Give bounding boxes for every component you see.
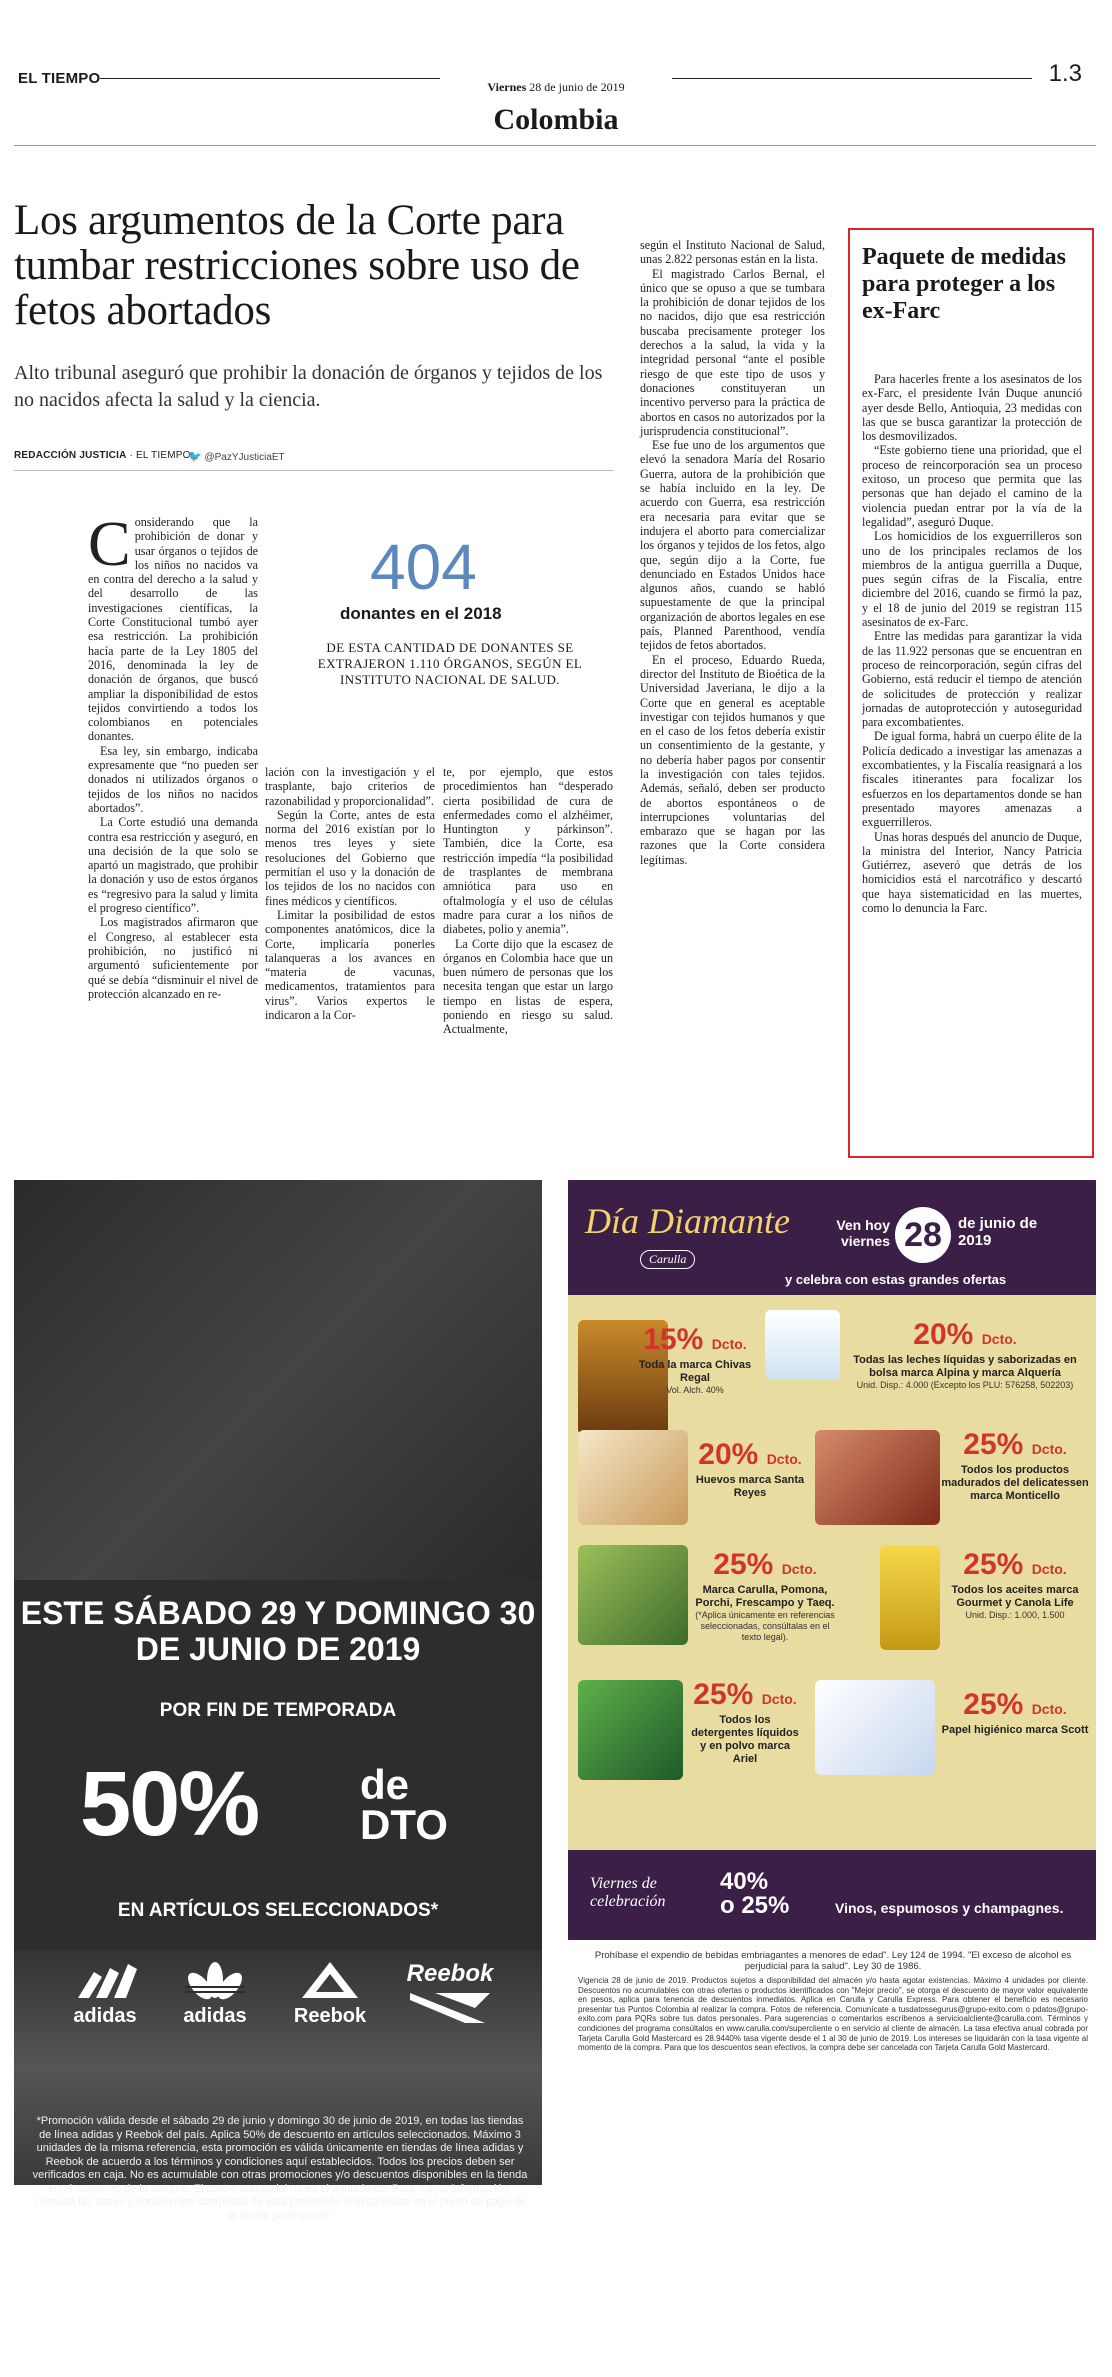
byline-author: REDACCIÓN JUSTICIA <box>14 450 127 461</box>
issue-date-day: Viernes <box>487 80 527 94</box>
product-image-scott <box>815 1680 935 1775</box>
promo-percent-value: 25% <box>963 1688 1024 1721</box>
masthead-rule-left <box>100 78 440 79</box>
article-paragraph: La Corte dijo que la escasez de órganos en Colombia hace que un buen número de personas que los necesita tengan que estar un largo tiempo en listas de espera, poniendo en riesgo su salud. Actualmente, <box>443 936 613 1037</box>
carulla-ad-wine-discount <box>720 1870 789 1918</box>
adidas-performance-logo <box>55 1960 155 2028</box>
sidebar-title: Paquete de medidas para proteger a los ex-Farc <box>862 244 1066 324</box>
article-deck: Alto tribunal aseguró que prohibir la donación de órganos y tejidos de los no nacidos afecta la salud y la ciencia. <box>14 362 603 411</box>
promo-percent-value: 15% <box>643 1323 704 1356</box>
carulla-ad-wine-25: o 25% <box>720 1892 790 1919</box>
promo-huevos <box>690 1440 810 1500</box>
promo-dcto: Dcto. <box>761 1691 797 1707</box>
promo-note: Unid. Disp.: 1.000, 1.500 <box>965 1610 1065 1620</box>
trefoil-icon <box>180 1960 250 2000</box>
promo-percent <box>690 1680 800 1714</box>
byline <box>14 450 191 461</box>
brand-logos <box>40 1960 520 2050</box>
adidas-ad-subtitle: POR FIN DE TEMPORADA <box>159 1700 397 1721</box>
promo-ariel <box>690 1680 800 1766</box>
carulla-ad-legal-head: Prohíbase el expendio de bebidas embriagantes a menores de edad". Ley 124 de 1994. "El exceso de alcohol es perjudicial para la salud". Ley 30 de 1986. <box>594 1950 1072 1972</box>
promo-text: Papel higiénico marca Scott <box>941 1724 1089 1736</box>
sidebar-paragraph: De igual forma, habrá un cuerpo élite de la Policía dedicado a investigar las amenazas a excombatientes, y la Fiscalía reasignará a los fiscales itinerantes para focalizar los esfuerzos en los departamentos donde se han presentado mayores amenazas a exguerrilleros. <box>862 729 1082 830</box>
promo-percent <box>690 1440 810 1474</box>
promo-text: Marca Carulla, Pomona, Porchi, Frescampo y Taeq. <box>695 1584 835 1609</box>
issue-date-rest: 28 de junio de 2019 <box>529 80 625 94</box>
adidas-originals-logo-text: adidas <box>183 2005 247 2027</box>
promo-percent-value: 25% <box>693 1678 754 1711</box>
twitter-icon: 🐦 <box>188 451 202 463</box>
section-title: Colombia <box>493 103 619 136</box>
page-number: 1.3 <box>1048 60 1082 87</box>
adidas-ad-percent: 50% <box>80 1753 259 1855</box>
adidas-ad-date: ESTE SÁBADO 29 Y DOMINGO 30 DE JUNIO DE 2019 <box>20 1595 536 1667</box>
adidas-ad-dto-word: DTO <box>360 1801 448 1848</box>
carulla-ad-legal <box>578 1950 1088 2053</box>
article-paragraph: Esa ley, sin embargo, indicaba expresamente que “no pueden ser donados ni utilizados órganos o tejidos de los niños no nacidos abortados”. <box>88 743 258 815</box>
adidas-ad-fine-print: *Promoción válida desde el sábado 29 de junio y domingo 30 de junio de 2019, en todas las tiendas de línea adidas y Reebok del país. Aplica 50% de descuento en artículos seleccionados. Máximo 3 unidades de la misma referencia, esta promoción es válida únicamente en tiendas de línea adidas y Reebok de acuerdo a los términos y condiciones aquí establecidos. Todos los precios deben ser verificados en caja. No es acumulable con otras promociones y/o descuentos disponibles en la tienda en el momento de la compra. El centro comercial no es el anunciante. Para mayor información, consulta las bases y condiciones completas de esta promoción solicitándolas en el punto de pago de la tienda participante. <box>32 2115 528 2222</box>
promo-percent-value: 25% <box>963 1548 1024 1581</box>
carulla-ad-wine-text: Vinos, espumosos y champagnes. <box>835 1900 1064 1916</box>
adidas-ad-photo-top <box>14 1180 542 1580</box>
stat-description: DE ESTA CANTIDAD DE DONANTES SE EXTRAJERON 1.110 ÓRGANOS, SEGÚN EL INSTITUTO NACIONAL DE SALUD. <box>317 640 583 687</box>
promo-aceites <box>940 1550 1090 1621</box>
article-column-4 <box>640 238 825 1118</box>
article-paragraph: El magistrado Carlos Bernal, el único que se opuso a que se tumbara la prohibición de donar tejidos de los no nacidos, dijo que esa restricción buscaba precisamente proteger los derechos a la salud, la vida y la integridad personal “ante el posible riesgo de que este tipo de usos y donaciones constituyeran un incentivo perverso para la práctica de abortos en casos no autorizados por la jurisprudencia constitucional”. <box>640 266 825 438</box>
carulla-ad-month: de junio de 2019 <box>958 1215 1038 1249</box>
reebok-delta-logo <box>280 1960 380 2028</box>
section-rule <box>14 145 1096 146</box>
article-paragraph: Ese fue uno de los argumentos que elevó la senadora María del Rosario Guerra, autora de la prohibición que se había incluido en la ley. De acuerdo con Guerra, esa restricción era necesaria para evitar que se indujera el aborto para comercializar los órganos y tejidos de los fetos, algo que, según dijo a la Corte, fue denunciado en Estados Unidos hace algunos años, cuando se habló supuestamente de que la principal organización de abortos legales en ese país, Planned Parenthood, vendía tejidos de fetos abortados. <box>640 438 825 653</box>
reebok-delta-icon <box>300 1960 360 2000</box>
product-image-eggs <box>578 1430 688 1525</box>
promo-leches <box>850 1320 1080 1391</box>
adidas-ad-articles: EN ARTÍCULOS SELECCIONADOS* <box>117 1900 439 1921</box>
article-column-3 <box>443 765 613 1115</box>
product-image-detergent <box>578 1680 683 1780</box>
promo-dcto: Dcto. <box>711 1336 747 1352</box>
article-paragraph: lación con la investigación y el trasplante, bajo criterios de razonabilidad y proporcionalidad”. <box>265 765 435 808</box>
dropcap: C <box>88 508 131 579</box>
promo-note: Unid. Disp.: 4.000 (Excepto los PLU: 576258, 502203) <box>856 1380 1074 1390</box>
reebok-vector-icon <box>405 1988 495 2028</box>
adidas-ad-dto <box>360 1761 448 1848</box>
promo-chivas <box>630 1325 760 1396</box>
twitter-handle[interactable] <box>188 450 285 463</box>
promo-text: Huevos marca Santa Reyes <box>695 1474 805 1499</box>
promo-text: Toda la marca Chivas Regal <box>638 1359 752 1384</box>
promo-percent-value: 25% <box>963 1428 1024 1461</box>
adidas-three-bars-icon <box>70 1960 140 2000</box>
sidebar-paragraph: Los homicidios de los exguerrilleros son uno de los principales reclamos de los miembros de la antigua guerrilla a Duque, pues según cifras de la Fiscalía, entre diciembre del 2016, cuando se firmó la paz, y el 18 de junio del 2019 se registran 115 asesinatos de ex-Farc. <box>862 529 1082 630</box>
promo-dcto: Dcto. <box>766 1451 802 1467</box>
sidebar-paragraph: “Este gobierno tiene una prioridad, que el proceso de reincorporación sea un proceso exitoso, un proceso que permita que las personas que han dejado el camino de la violencia puedan entrar por la vía de la legalidad”, aseguró Duque. <box>862 443 1082 529</box>
masthead-rule-right <box>672 78 1032 79</box>
sidebar-body <box>862 372 1082 1152</box>
sidebar-paragraph: Entre las medidas para garantizar la vida de las 11.922 personas que se encuentran en proceso de reincorporación, según cifras del Gobierno, está reducir el tiempo de atención de solicitudes de protección y realizar jornadas de autoprotección y autoseguridad para excombatientes. <box>862 629 1082 730</box>
article-paragraph: Limitar la posibilidad de estos componentes anatómicos, dice la Corte, implicaría ponerles talanqueras a los avances en “materia de vacunas, medicamentos, tratamientos para virus”. Varios expertos le indicaron a la Cor- <box>265 907 435 1023</box>
byline-outlet: · EL TIEMPO <box>126 450 191 461</box>
promo-text: Todos los aceites marca Gourmet y Canola Life <box>951 1584 1079 1609</box>
promo-percent-value: 20% <box>913 1318 974 1351</box>
product-image-oil <box>880 1545 940 1650</box>
promo-carulla-brands <box>690 1550 840 1643</box>
promo-monticello <box>940 1430 1090 1503</box>
stat-label: donantes en el 2018 <box>340 604 502 623</box>
promo-percent <box>690 1550 840 1584</box>
adidas-ad-de: de <box>360 1761 410 1808</box>
product-image-deli <box>815 1430 940 1525</box>
promo-note: (*Aplica únicamente en referencias seleccionadas, consúltalas en el texto legal). <box>695 1610 835 1642</box>
adidas-logo-text: adidas <box>73 2005 137 2027</box>
product-image-milk <box>765 1310 840 1380</box>
reebok-classic-logo-text: Reebok <box>406 1960 494 1987</box>
promo-percent <box>630 1325 760 1359</box>
article-headline: Los argumentos de la Corte para tumbar restricciones sobre uso de fetos abortados <box>14 197 580 334</box>
sidebar-paragraph: Para hacerles frente a los asesinatos de los ex-Farc, el presidente Iván Duque anunció ayer desde Bello, Antioquia, 23 medidas con las que se busca garantizar la protección de los desmovilizados. <box>862 372 1082 444</box>
promo-percent-value: 20% <box>698 1438 759 1471</box>
product-image-groceries <box>578 1545 688 1645</box>
article-paragraph: según el Instituto Nacional de Salud, unas 2.822 personas están en la lista. <box>640 238 825 267</box>
carulla-ad-day: 28 <box>895 1207 951 1263</box>
carulla-ad-tagline: y celebra con estas grandes ofertas <box>785 1272 1007 1287</box>
promo-note: Vol. Alch. 40% <box>666 1385 724 1395</box>
promo-dcto: Dcto. <box>981 1331 1017 1347</box>
issue-date <box>0 80 1112 95</box>
promo-percent-value: 25% <box>713 1548 774 1581</box>
article-paragraph: La Corte estudió una demanda contra esa restricción y aseguró, en una decisión de la que solo se apartó un magistrado, que prohibir la donación y uso de estos órganos es “regresivo para la salud y limita el progreso científico”. <box>88 815 258 916</box>
promo-percent <box>940 1430 1090 1464</box>
sidebar-paragraph: Unas horas después del anuncio de Duque, la ministra del Interior, Nancy Patricia Gutiérrez, aseveró que detrás de los homicidios está el narcotráfico y descartó que haya sistematicidad en las muertes, como lo denuncia la Farc. <box>862 829 1082 915</box>
promo-dcto: Dcto. <box>1031 1441 1067 1457</box>
carulla-ad-legal-body: Vigencia 28 de junio de 2019. Productos sujetos a disponibilidad del almacén y/o hasta agotar existencias. Máximo 4 unidades por cliente. Descuentos no acumulables con otras ofertas o productos identificados con "Mejor precio", se otorga el descuento de mayor valor equivalente en pesos, aplica para tenencia de descuentos inmediatos. Aplica en Carulla y Carulla Express. Para obtener el beneficio es necesario presentar tus Puntos Colombia al realizar la compra. Fotos de referencia. Comunícate a tusdatossegurus@grupo-exito.com o pdatos@grupo-exito.com para PQRs sobre tus datos personales. Para sugerencias o comentarios escríbenos a servicioalcliente@carulla.com. Términos y condiciones del programa consúltalos en www.carulla.com/supercliente o en servicio al cliente de almacén. La tasa efectiva anual cobrada por Tarjeta Carulla Gold Mastercard es 28.9440% tasa vigente desde el 1 al 30 de junio de 2019. Los intereses se liquidarán con la tasa vigente al momento de la compra. Para que los descuentos sean efectivos, la compra debe ser cancelada con Tarjeta Carulla Gold Mastercard. <box>578 1976 1088 2053</box>
promo-percent <box>940 1690 1090 1724</box>
article-paragraph: te, por ejemplo, que estos procedimientos han “desperado cierta posibilidad de cura de enfermedades como el alzhéimer, Huntington y párkinson”. También, dice la Corte, esa restricción impedía “la posibilidad de trasplantes de membrana amniótica para uso en oftalmología y el uso de células madre para curar a los niños de diabetes, polio y anemia”. <box>443 765 613 937</box>
article-column-1 <box>88 508 258 1115</box>
promo-dcto: Dcto. <box>1031 1701 1067 1717</box>
article-paragraph-text: onsiderando que la prohibición de donar y usar órganos o tejidos de los niños no nacidos va en contra del derecho a la salud y del desarrollo de las investigaciones científicas, la Corte Constitucional tumbó ayer esa restricción. La prohibición hacía parte de la Ley 1805 del 2016, denominada la ley de donación de órganos, que buscó ampliar la disponibilidad de estos tejidos convirtiendo a todos los colombianos en potenciales donantes. <box>88 515 258 744</box>
reebok-classic-logo <box>390 1960 510 2033</box>
promo-text: Todos los productos madurados del delicatessen marca Monticello <box>941 1464 1089 1502</box>
promo-percent <box>940 1550 1090 1584</box>
carulla-ad-title: Día Diamante <box>585 1201 790 1241</box>
promo-scott <box>940 1690 1090 1737</box>
reebok-delta-logo-text: Reebok <box>293 2005 367 2027</box>
article-paragraph <box>88 508 258 744</box>
carulla-ad-celebracion: Viernes de celebración <box>590 1875 666 1910</box>
promo-percent <box>850 1320 1080 1354</box>
carulla-ad-wine-40: 40% <box>720 1868 769 1895</box>
promo-text: Todas las leches líquidas y saborizadas en bolsa marca Alpina y marca Alquería <box>853 1354 1077 1379</box>
promo-dcto: Dcto. <box>1031 1561 1067 1577</box>
twitter-handle-text: @PazYJusticiaET <box>204 452 285 463</box>
article-paragraph: Según la Corte, antes de esta norma del 2016 existían por lo menos tres leyes y siete resoluciones del Gobierno que permitían el uso y la donación de los tejidos de los no nacidos con fines médicos y científicos. <box>265 807 435 908</box>
promo-text: Todos los detergentes líquidos y en polvo marca Ariel <box>691 1714 799 1765</box>
article-paragraph: En el proceso, Eduardo Rueda, director del Instituto de Bioética de la Universidad Javeriana, le dijo a la Corte que en general es aceptable investigar con tejidos humanos y que en el caso de los fetos debería existir un consentimiento de la gestante, y no debería haber pagos por consentir la investigación con tales tejidos. Además, señaló, deben ser producto de abortos espontáneos o de interrupciones voluntarias del embarazo que se hagan por las razones que la Corte considera legítimas. <box>640 652 825 867</box>
carulla-brand-badge: Carulla <box>640 1250 695 1269</box>
brand-logo: EL TIEMPO <box>18 70 101 87</box>
stat-number: 404 <box>370 531 477 603</box>
carulla-ad-hoy: Ven hoy viernes <box>836 1217 890 1249</box>
article-paragraph: Los magistrados afirmaron que el Congreso, al establecer esta prohibición, no justificó ni argumentó suficientemente por qué se debía “disminuir el nivel de protección alcanzado en re- <box>88 915 258 1001</box>
promo-dcto: Dcto. <box>781 1561 817 1577</box>
byline-rule <box>14 470 614 471</box>
article-column-2 <box>265 765 435 1115</box>
adidas-originals-logo <box>165 1960 265 2028</box>
